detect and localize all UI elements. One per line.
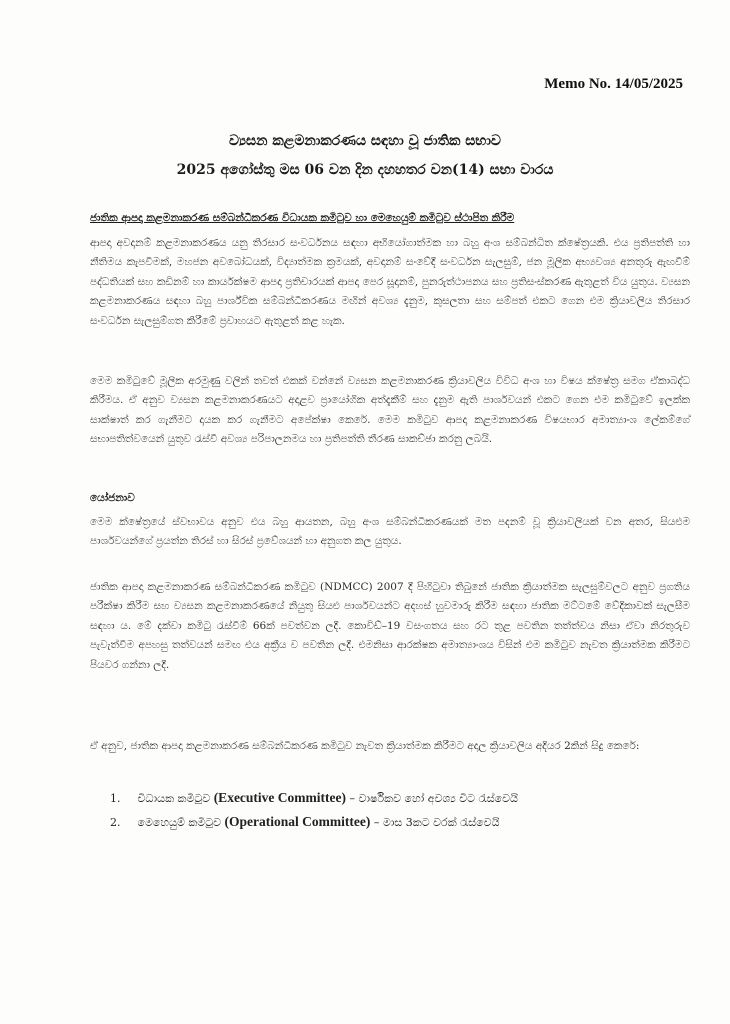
committee-detail: – මාස 3කට වරක් රැස්වෙයි — [373, 816, 500, 829]
paragraph-intro: ආපදා අවදානම් කළමනාකරණය යනු තිරසාර සංවර්ධනය සඳහා අභියෝගාත්මක හා බහු අංශ සම්බන්ධිත ක්ෂේත්‍රයකි. එය ප්‍රතිපත්ති හා නීතිමය කැපවීමක්, මහජන අවබෝධයක්, විද්‍යාත්මක ක්‍රමයක්, අවදානම් සංවේදී සංවර්ධන සැලසුම්, ජන මූලික අභ්‍යවශ්‍ය අනතුරු ඇඟවීම් පද්ධතියක් සහ කඩිනම් හා කාර්යක්ෂම ආපදා ප්‍රතිචාරයක් ආපදා පෙර සූදානම්, පුනරුත්ථාපනය සහ ප්‍රතිසංස්කරණ ඇතුළත් විය යුතුය. ව්‍යසන කළමනාකරණය සඳහා බහු පාර්ශ්වික සම්බන්ධීකරණය මඟින් අවශ්‍ය දැනුම, කුසලතා සහ සම්පත් එකට ගෙන එම ක්‍රියාවලිය තිරසාර සංවර්ධන සැලසුම්ගත කිරීමේ ප්‍රවාහයට ඇතුළත් කළ හැක. — [90, 237, 690, 327]
committee-name-si: මෙහෙයුම් කමිටුව — [137, 816, 222, 829]
list-item — [110, 810, 518, 834]
committee-detail: – වාර්ෂිකව හෝ අවශ්‍ය විට රැස්වෙයි — [349, 792, 518, 805]
paragraph-objectives: මෙම කමිටුවේ මූලික අරමුණු වලින් තවත් එකක් වන්නේ ව්‍යසන කළමනාකරණ ක්‍රියාවලිය විවිධ අංශ හා විෂය ක්ෂේත්‍ර සමග ඒකාබද්ධ කිරීමය. ඒ අනුව ව්‍යසන කළමනාකරණයට අදාළව ප්‍රායෝගික අත්දැකීම් සහ දැනුම ඇති පාර්ශවයන් එකට ගෙන එම කමිටුවේ ඉලක්ක සාක්ෂාත් කර ගැනීමට දායක කර ගැනීමට අපේක්ෂා කෙරේ. මෙම කමිටුව ආපදා කළමනාකරණ විෂයභාර අමාත්‍යාංශ ලේකම්ගේ සභාපතිත්වයෙන් යුතුව රැස්වී අවශ්‍ය පරිපාලනමය හා ප්‍රතිපත්ති තීරණ සාකච්ඡා කරනු ලබයි. — [90, 375, 690, 446]
paragraph-phases: ඒ අනුව, ජාතික ආපදා කළමනාකරණ සම්බන්ධීකරණ කමිටුව නැවත ක්‍රියාත්මක කිරීමට අදාල ක්‍රියාවලිය අදියර 2කින් සිදු කෙරේ: — [90, 740, 640, 752]
paragraph-proposal: මෙම ක්ෂේත්‍රයේ ස්වභාවය අනුව එය බහු ආයතන, බහු අංශ සම්බන්ධීකරණයක් මත පදනම් වූ ක්‍රියාවලියක් වන අතර, සියළුම පාර්ශවයන්ගේ ප්‍රයත්න තිරස් හා සිරස් ප්‍රවේශයන් හා අනුගත කල යුතුය. — [90, 516, 690, 548]
committee-name-si: විධායක කමිටුව — [137, 792, 211, 805]
document-subtitle: 2025 අගෝස්තු මස 06 වන දින දහහතර වන(14) සභා වාරය — [176, 162, 554, 178]
proposal-heading: යෝජනාව — [90, 492, 135, 504]
committee-name-en: (Operational Committee) — [224, 814, 371, 829]
paragraph-background: ජාතික ආපදා කළමනාකරණ සම්බන්ධීකරණ කමිටුව (NDMCC) 2007 දී පිහිටුවා තිබුනේ ජාතික ක්‍රියාත්මක සැලසුම්වලට අනුව ප්‍රගතිය පරීක්ෂා කිරීම සහ ව්‍යසන කළමනාකරණයේ නියුතු සියළු පාර්ශවයන්ට අදහස් හුවමාරු කිරීම සඳහා ජාතික මට්ටමේ වේදිකාවක් සැලසීම සඳහා ය. මේ දක්වා කමිටු රැස්වීම් 66ක් පවත්වන ලදී. කොවිඩ්–19 වසංගතය සහ රට තුළ පවතින තත්ත්වය නිසා ඒවා නිරතුරුව පැවැත්වීම අපහසු තත්වයන් සමඟ එය අක්‍රීය ව පවතින ලදී. එමනිසා ආරක්ෂක අමාත්‍යාංශය විසින් එම කමිටුව නැවත ක්‍රියාත්මක කිරීමට පියවර ගන්නා ලදී. — [90, 581, 690, 671]
committee-list — [110, 786, 518, 834]
list-number: 1. — [110, 792, 121, 805]
memo-number: Memo No. 14/05/2025 — [544, 76, 683, 92]
document-title: ව්‍යසන කළමනාකරණය සඳහා වූ ජාතික සභාව — [228, 133, 501, 149]
committee-name-en: (Executive Committee) — [213, 790, 347, 805]
list-item — [110, 786, 518, 810]
section-heading: ජාතික ආපදා කළමනාකරණ සම්බන්ධීකරණ විධායක කමිටුව හා මෙහෙයුම් කමිටුව ස්ථාපිත කිරීම — [90, 212, 515, 224]
list-number: 2. — [110, 816, 121, 829]
